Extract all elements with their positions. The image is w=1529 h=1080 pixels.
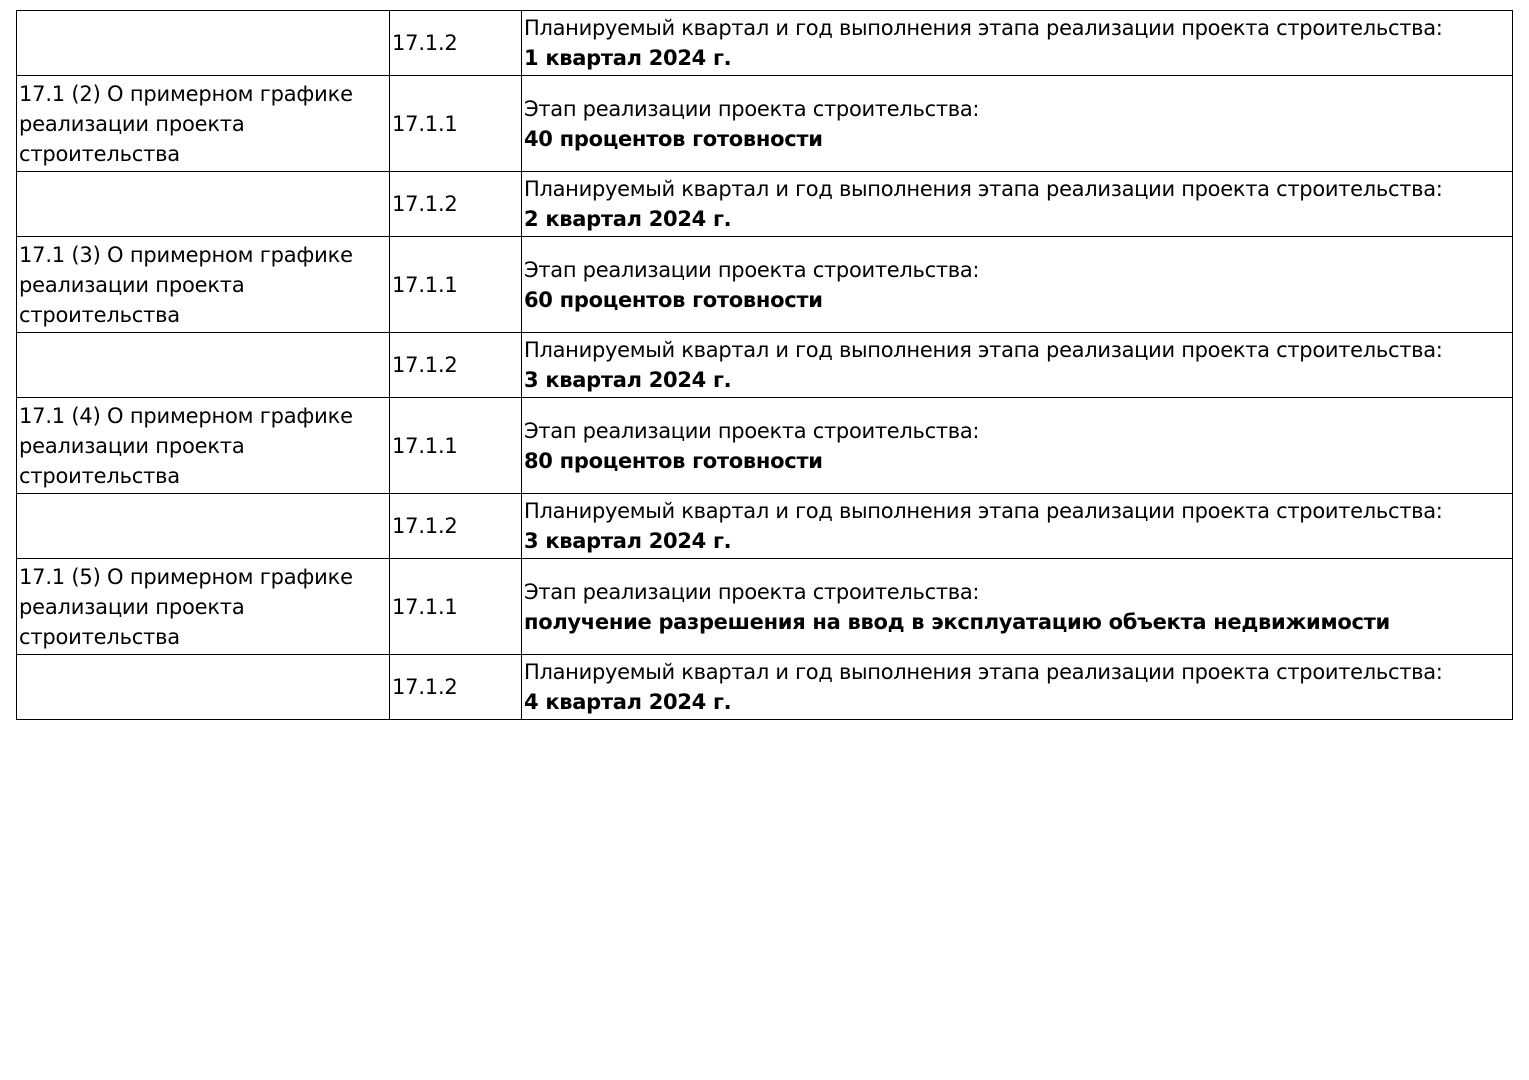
table-row [17,655,1513,720]
detail-label: Планируемый квартал и год выполнения этапа реализации проекта строительства: [524,338,1443,362]
table-row [17,398,1513,494]
section-cell: 17.1 (4) О примерном графике реализации проекта строительства [17,398,390,494]
section-cell [17,11,390,76]
table-row [17,494,1513,559]
section-cell: 17.1 (2) О примерном графике реализации проекта строительства [17,76,390,172]
detail-value: 40 процентов готовности [524,126,823,151]
detail-cell [522,655,1513,720]
detail-cell [522,11,1513,76]
code-cell: 17.1.2 [390,655,522,720]
table-row [17,172,1513,237]
code-cell: 17.1.2 [390,172,522,237]
detail-label: Этап реализации проекта строительства: [524,96,980,121]
detail-value: 80 процентов готовности [524,448,823,473]
section-cell [17,333,390,398]
section-cell: 17.1 (5) О примерном графике реализации проекта строительства [17,559,390,655]
detail-cell [522,559,1513,655]
detail-label: Этап реализации проекта строительства: [524,579,980,604]
construction-schedule-table [16,10,1513,720]
detail-label: Планируемый квартал и год выполнения этапа реализации проекта строительства: [524,499,1443,523]
section-cell [17,655,390,720]
code-cell: 17.1.2 [390,494,522,559]
table-row [17,237,1513,333]
table-row [17,333,1513,398]
code-cell: 17.1.1 [390,559,522,655]
section-cell [17,172,390,237]
detail-value: 60 процентов готовности [524,287,823,312]
detail-cell [522,76,1513,172]
detail-cell [522,237,1513,333]
detail-label: Этап реализации проекта строительства: [524,418,980,443]
detail-value: 2 квартал 2024 г. [524,207,732,231]
code-cell: 17.1.1 [390,237,522,333]
table-row [17,559,1513,655]
detail-value: получение разрешения на ввод в эксплуатацию объекта недвижимости [524,609,1390,634]
code-cell: 17.1.2 [390,11,522,76]
detail-value: 3 квартал 2024 г. [524,368,732,392]
detail-value: 3 квартал 2024 г. [524,529,732,553]
detail-label: Этап реализации проекта строительства: [524,257,980,282]
detail-cell [522,398,1513,494]
code-cell: 17.1.1 [390,398,522,494]
code-cell: 17.1.2 [390,333,522,398]
code-cell: 17.1.1 [390,76,522,172]
detail-cell [522,494,1513,559]
detail-cell [522,333,1513,398]
detail-value: 1 квартал 2024 г. [524,46,732,70]
table-row [17,76,1513,172]
section-cell: 17.1 (3) О примерном графике реализации проекта строительства [17,237,390,333]
detail-label: Планируемый квартал и год выполнения этапа реализации проекта строительства: [524,16,1443,40]
detail-label: Планируемый квартал и год выполнения этапа реализации проекта строительства: [524,660,1443,684]
section-cell [17,494,390,559]
detail-cell [522,172,1513,237]
table-row [17,11,1513,76]
detail-label: Планируемый квартал и год выполнения этапа реализации проекта строительства: [524,177,1443,201]
detail-value: 4 квартал 2024 г. [524,690,732,714]
